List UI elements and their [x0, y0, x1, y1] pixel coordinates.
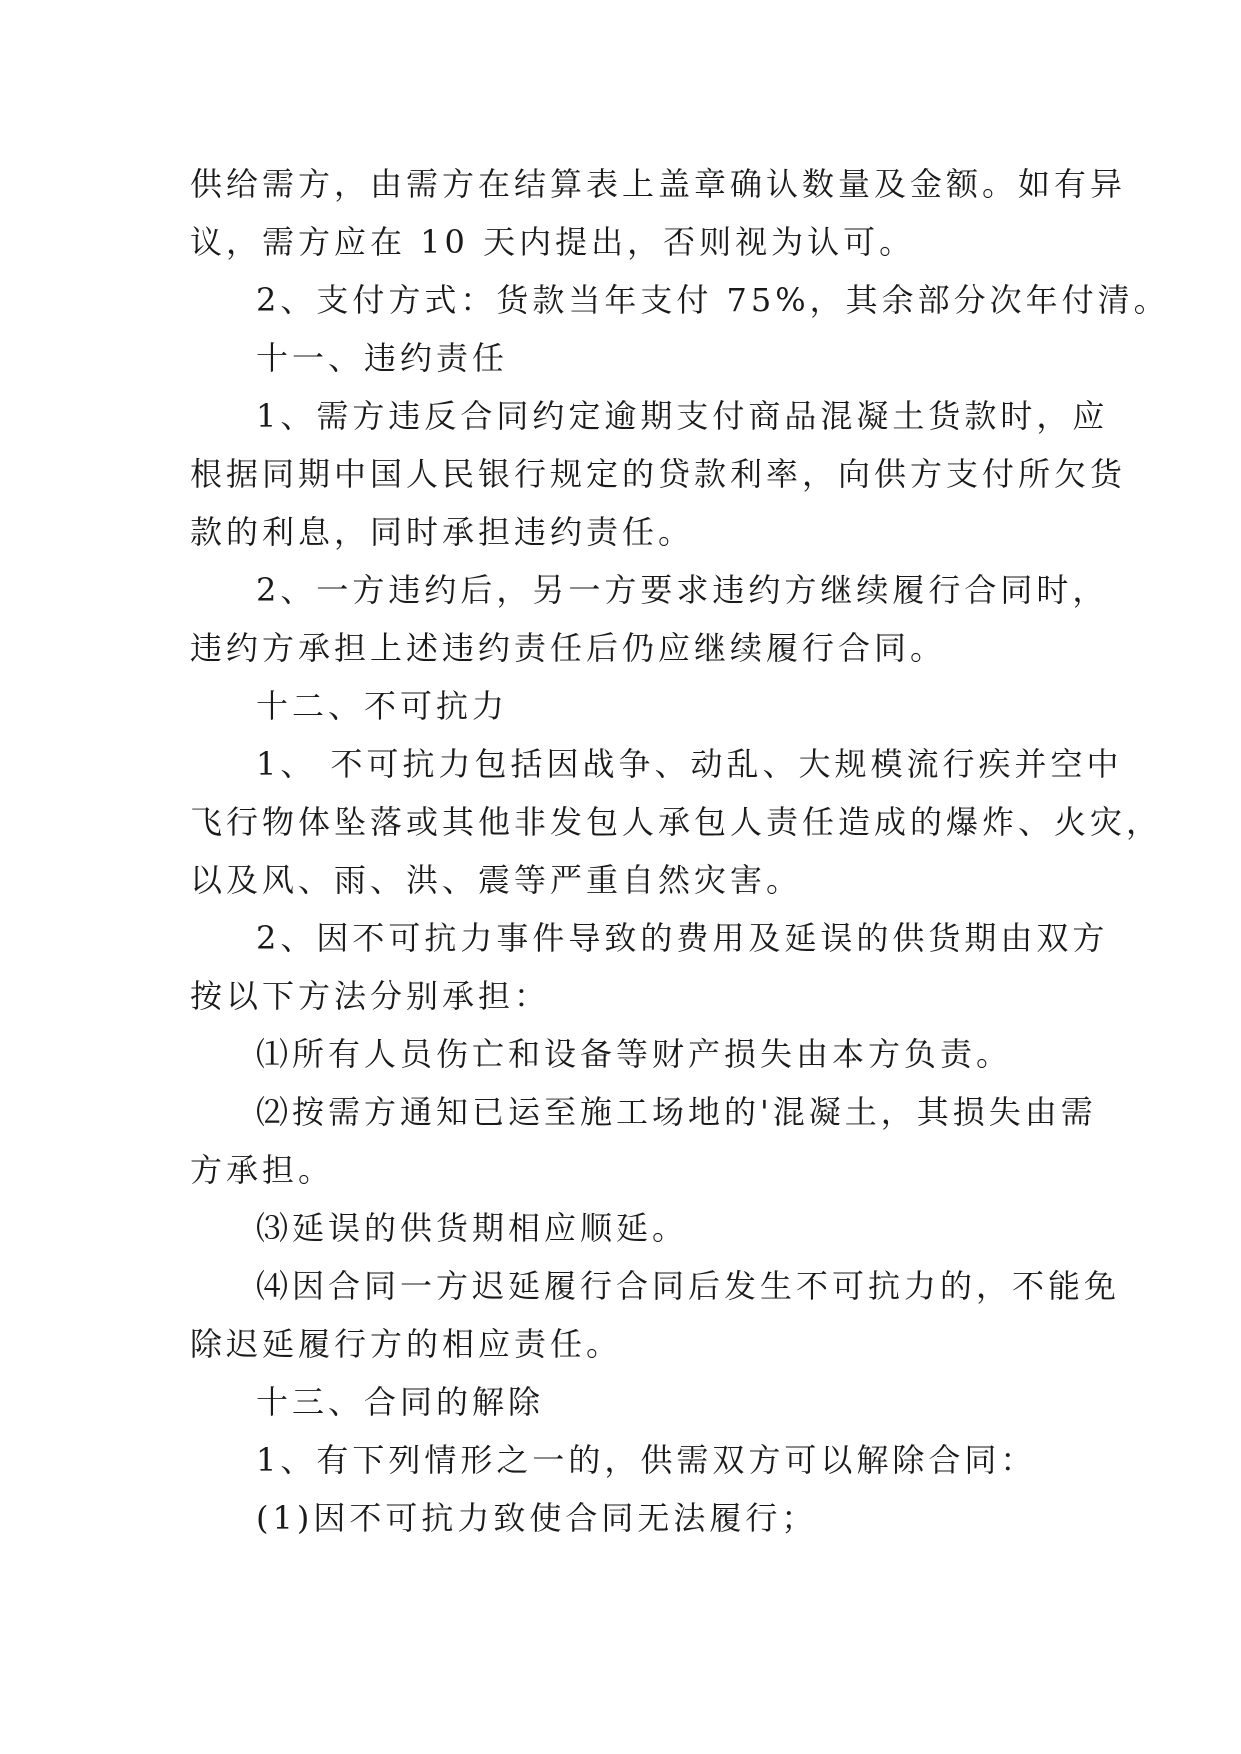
- text-line: 根据同期中国人民银行规定的贷款利率，向供方支付所欠货: [190, 455, 1127, 493]
- text-line: 1、需方违反合同约定逾期支付商品混凝土货款时，应: [256, 397, 1109, 435]
- text-line: 2、一方违约后，另一方要求违约方继续履行合同时，: [256, 571, 1109, 609]
- section-heading: 十三、合同的解除: [256, 1383, 545, 1421]
- text-line: 议，需方应在 10 天内提出，否则视为认可。: [190, 223, 916, 261]
- text-line: 2、支付方式：货款当年支付 75%，其余部分次年付清。: [256, 281, 1170, 319]
- text-line: 1、有下列情形之一的，供需双方可以解除合同：: [256, 1441, 1037, 1479]
- text-line: 按以下方法分别承担：: [190, 977, 551, 1015]
- text-line: 款的利息，同时承担违约责任。: [190, 513, 695, 551]
- section-heading: 十二、不可抗力: [256, 687, 509, 725]
- text-line: ⑵按需方通知已运至施工场地的'混凝土，其损失由需: [256, 1093, 1097, 1131]
- text-line: ⑷因合同一方迟延履行合同后发生不可抗力的，不能免: [256, 1267, 1121, 1305]
- text-line: 以及风、雨、洪、震等严重自然灾害。: [190, 861, 803, 899]
- text-line: 1、 不可抗力包括因战争、动乱、大规模流行疾并空中: [256, 745, 1123, 783]
- text-line: ⑴所有人员伤亡和设备等财产损失由本方负责。: [256, 1035, 1013, 1073]
- text-line: 违约方承担上述违约责任后仍应继续履行合同。: [190, 629, 947, 667]
- text-line: 2、因不可抗力事件导致的费用及延误的供货期由双方: [256, 919, 1109, 957]
- section-heading: 十一、违约责任: [256, 339, 509, 377]
- text-line: 飞行物体坠落或其他非发包人承包人责任造成的爆炸、火灾，: [190, 803, 1163, 841]
- text-line: (1)因不可抗力致使合同无法履行；: [256, 1499, 818, 1537]
- text-line: 除迟延履行方的相应责任。: [190, 1325, 623, 1363]
- text-line: 供给需方，由需方在结算表上盖章确认数量及金额。如有异: [190, 165, 1127, 203]
- text-line: ⑶延误的供货期相应顺延。: [256, 1209, 689, 1247]
- text-line: 方承担。: [190, 1151, 335, 1189]
